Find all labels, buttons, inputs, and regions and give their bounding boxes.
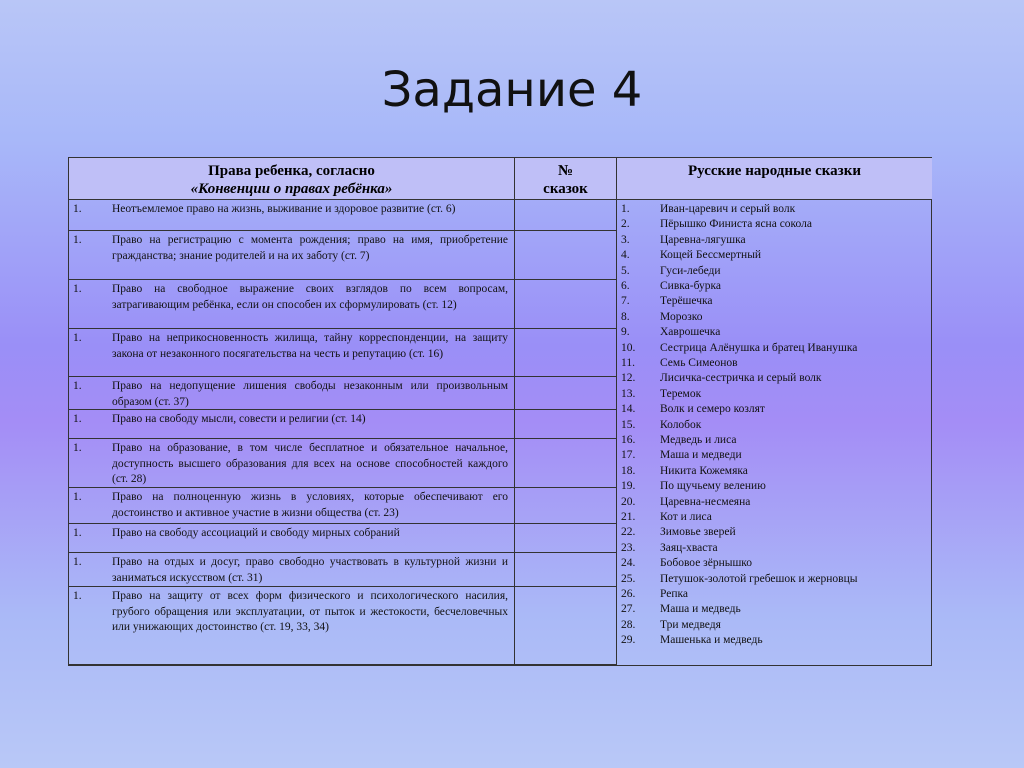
tale-number: 25.: [621, 572, 636, 585]
rights-row-text: Право на свободное выражение своих взглядов по всем вопросам, затрагивающим ребёнка, если он способен их сформулировать (ст. 12): [112, 283, 508, 311]
rights-row-number: 1.: [73, 332, 82, 344]
tale-number: 26.: [621, 588, 636, 600]
tale-number-cell[interactable]: [515, 553, 617, 587]
tale-name: Терёшечка: [660, 295, 713, 308]
tale-number-cell[interactable]: [515, 587, 617, 665]
tale-number: 24.: [621, 557, 636, 570]
tale-name: Морозко: [660, 310, 703, 323]
rights-row-number: 1.: [73, 413, 82, 425]
tale-number: 19.: [621, 480, 636, 493]
tale-name: Медведь и лиса: [660, 434, 737, 446]
tale-number: 12.: [621, 372, 636, 385]
rights-row: [69, 439, 515, 488]
rights-row-text: Неотъемлемое право на жизнь, выживание и здоровое развитие (ст. 6): [112, 203, 456, 215]
tale-number: 10.: [621, 341, 636, 354]
tale-number: 3.: [621, 233, 630, 246]
rights-row: [69, 587, 515, 665]
tale-number-cell[interactable]: [515, 410, 617, 439]
tale-name: Царевна-лягушка: [660, 233, 746, 246]
tale-number: 13.: [621, 387, 636, 400]
tale-name: Никита Кожемяка: [660, 464, 748, 477]
tale-name: Царевна-несмеяна: [660, 495, 751, 508]
tale-number-cell[interactable]: [515, 231, 617, 280]
tale-number: 17.: [621, 449, 636, 462]
rights-row-text: Право на защиту от всех форм физического и психологического насилия, грубого обращения или эксплуатации, от пыток и жестокости, бесчеловечных или унижающих достоинство (ст. 19, 33, 34): [112, 590, 508, 633]
rights-row: [69, 410, 515, 439]
tale-name: По щучьему велению: [660, 480, 766, 493]
tale-name: Волк и семеро козлят: [660, 403, 765, 416]
tale-name: Бобовое зёрнышко: [660, 557, 753, 570]
tale-number: 8.: [621, 310, 630, 323]
rights-row-text: Право на свободу мысли, совести и религии (ст. 14): [112, 413, 366, 425]
rights-row-number: 1.: [73, 442, 82, 454]
tale-number: 28.: [621, 618, 636, 631]
tale-number: 29.: [621, 634, 636, 647]
tale-number: 27.: [621, 603, 636, 616]
rights-row-number: 1.: [73, 283, 82, 295]
tale-number-cell[interactable]: [515, 524, 617, 553]
rights-row-text: Право на неприкосновенность жилища, тайну корреспонденции, на защиту закона от незаконного посягательства на честь и репутацию (ст. 16): [112, 332, 508, 360]
tale-number-cell[interactable]: [515, 200, 617, 231]
tale-name: Кот и лиса: [660, 511, 712, 523]
tale-name: Три медведя: [660, 618, 721, 631]
header-rights-line1: Права ребенка, согласно: [208, 163, 375, 179]
tale-number-cell[interactable]: [515, 439, 617, 488]
tale-name: Петушок-золотой гребешок и жерновцы: [660, 572, 858, 585]
rights-row: [69, 488, 515, 524]
tale-name: Иван-царевич и серый волк: [660, 203, 796, 215]
tale-number: 4.: [621, 249, 630, 262]
tale-number-cell[interactable]: [515, 488, 617, 524]
rights-row-text: Право на недопущение лишения свободы незаконным или произвольным образом (ст. 37): [112, 380, 508, 408]
rights-tales-table: [68, 157, 932, 666]
rights-row-text: Право на полноценную жизнь в условиях, которые обеспечивают его достоинство и активное участие в жизни общества (ст. 23): [112, 491, 508, 519]
tale-number: 11.: [621, 357, 635, 369]
rights-row-number: 1.: [73, 527, 82, 539]
tale-name: Гуси-лебеди: [660, 264, 721, 277]
tale-number: 22.: [621, 526, 636, 539]
tale-number: 6.: [621, 280, 630, 292]
tale-name: Репка: [660, 588, 689, 600]
rights-row: [69, 231, 515, 280]
slide-title: Задание 4: [381, 62, 643, 118]
tale-number: 18.: [621, 464, 636, 477]
rights-row: [69, 329, 515, 377]
rights-row: [69, 524, 515, 553]
tale-name: Маша и медведь: [660, 603, 741, 616]
tales-list: [617, 200, 932, 665]
header-num-line1: №: [557, 163, 574, 179]
tale-name: Сивка-бурка: [660, 280, 722, 292]
tale-name: Заяц-хваста: [660, 541, 718, 554]
tale-name: Маша и медведи: [660, 449, 742, 462]
tale-number: 23.: [621, 541, 636, 554]
tale-number: 5.: [621, 264, 630, 277]
tale-name: Хаврошечка: [660, 326, 721, 339]
rights-row-number: 1.: [73, 491, 82, 503]
rights-row-number: 1.: [73, 556, 82, 568]
tale-number: 16.: [621, 434, 636, 446]
tale-number-cell[interactable]: [515, 377, 617, 410]
rights-row-number: 1.: [73, 380, 82, 392]
tale-number: 1.: [621, 203, 630, 215]
tale-number: 14.: [621, 403, 636, 416]
rights-row-number: 1.: [73, 590, 82, 602]
tale-number: 2.: [621, 218, 630, 231]
tale-name: Зимовье зверей: [660, 526, 736, 539]
tale-number: 15.: [621, 418, 636, 431]
rights-row-text: Право на регистрацию с момента рождения; право на имя, приобретение гражданства; знание родителей и на их заботу (ст. 7): [112, 234, 508, 262]
rights-row: [69, 280, 515, 329]
tale-number: 21.: [621, 511, 636, 523]
tale-name: Теремок: [660, 387, 702, 400]
tale-number-cell[interactable]: [515, 329, 617, 377]
tale-name: Сестрица Алёнушка и братец Иванушка: [660, 341, 858, 354]
rights-row: [69, 553, 515, 587]
rights-row-number: 1.: [73, 203, 82, 215]
tale-number-cell[interactable]: [515, 280, 617, 329]
header-rights: [69, 158, 515, 200]
tale-name: Машенька и медведь: [660, 634, 763, 647]
header-tale-number: [515, 158, 617, 200]
rights-row: [69, 377, 515, 410]
header-tales: Русские народные сказки: [617, 158, 932, 200]
tale-name: Пёрышко Финиста ясна сокола: [660, 218, 812, 231]
rights-row-number: 1.: [73, 234, 82, 246]
header-num-line2: сказок: [543, 181, 588, 197]
tale-number: 9.: [621, 326, 630, 339]
tale-name: Семь Симеонов: [660, 357, 738, 369]
rights-row-text: Право на образование, в том числе бесплатное и обязательное начальное, доступность высшего образования для всех на основе способностей каждого (ст. 28): [112, 442, 508, 485]
rights-row-text: Право на свободу ассоциаций и свободу мирных собраний: [112, 527, 400, 539]
rights-row-text: Право на отдых и досуг, право свободно участвовать в культурной жизни и заниматься искусством (ст. 31): [112, 556, 508, 584]
header-rights-line2: «Конвенции о правах ребёнка»: [190, 181, 393, 197]
tale-number: 20.: [621, 495, 636, 508]
rights-row: [69, 200, 515, 231]
tale-name: Лисичка-сестричка и серый волк: [660, 372, 822, 385]
tale-name: Кощей Бессмертный: [660, 249, 762, 262]
tale-number: 7.: [621, 295, 630, 308]
tale-name: Колобок: [660, 418, 702, 431]
